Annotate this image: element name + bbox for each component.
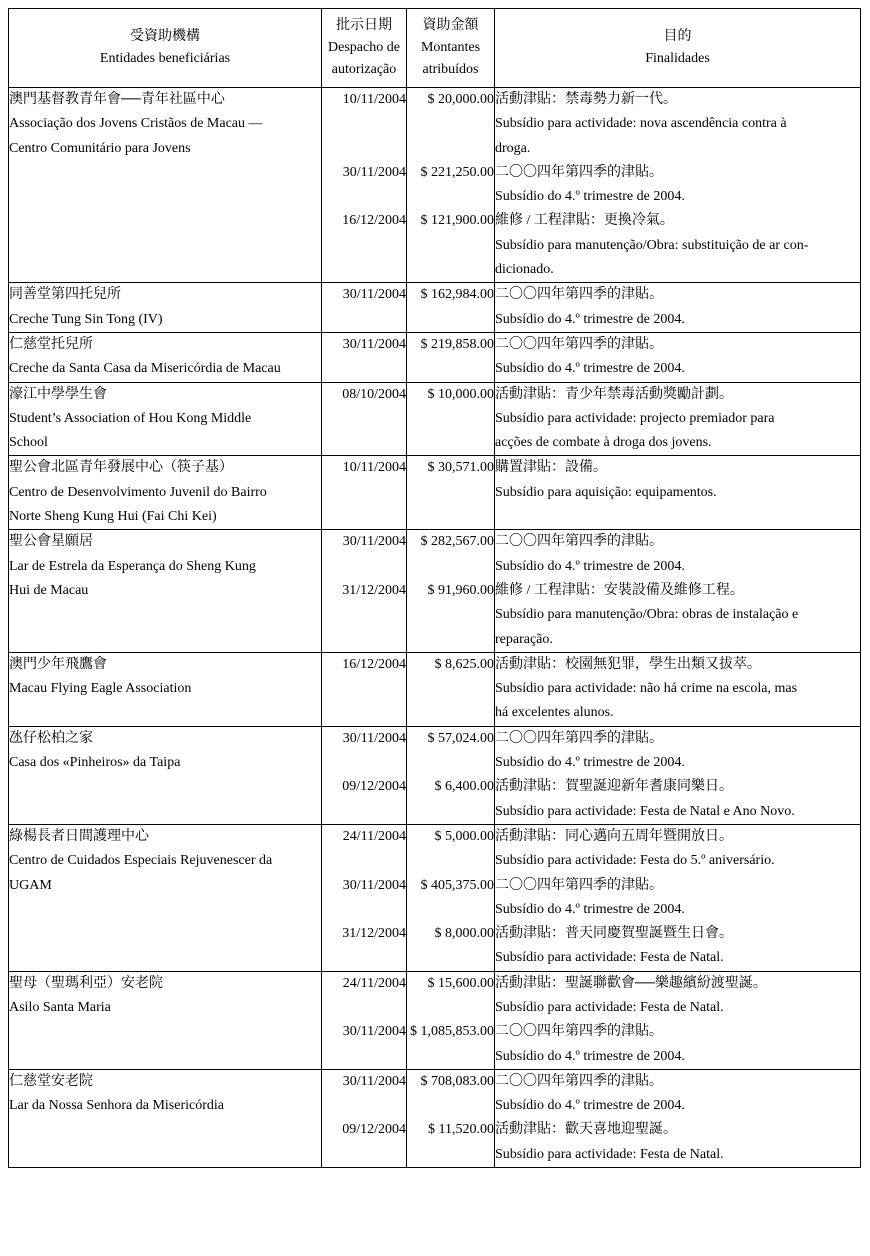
amount-spacer [407, 946, 494, 970]
date-cell [322, 1069, 407, 1167]
grant-amount: $ 8,000.00 [434, 926, 494, 942]
entity-line: Macau Flying Eagle Association [9, 681, 192, 697]
header-date [322, 9, 407, 88]
entity-line: 澳門基督教青年會──青年社區中心 [9, 92, 225, 107]
purpose-line: Subsídio para actividade: Festa do 5.º aniversário. [495, 853, 775, 869]
purpose-line: Subsídio para manutenção/Obra: obras de instalação e [495, 607, 799, 623]
grant-date: 30/11/2004 [342, 877, 406, 893]
amount-cell [407, 456, 495, 530]
grant-date: 16/12/2004 [342, 656, 406, 672]
amount-spacer [407, 800, 494, 824]
entity-cell [9, 824, 322, 971]
entity-cell [9, 382, 322, 456]
amount-cell [407, 88, 495, 283]
date-spacer [322, 898, 406, 922]
date-spacer [322, 1045, 406, 1069]
entity-cell [9, 726, 322, 824]
purpose-cell [495, 824, 861, 971]
amount-spacer [407, 996, 494, 1020]
entity-cell [9, 652, 322, 726]
amount-spacer [407, 628, 494, 652]
amount-spacer [407, 185, 494, 209]
entity-cell [9, 971, 322, 1069]
header-entity [9, 9, 322, 88]
purpose-line: Subsídio para actividade: nova ascendência contra à [495, 116, 787, 132]
table-row [9, 332, 861, 382]
entity-line: UGAM [9, 877, 52, 893]
purpose-line: 活動津貼：聖誕聯歡會──樂趣繽紛渡聖誕。 [495, 975, 767, 991]
date-spacer [322, 849, 406, 873]
amount-spacer [407, 555, 494, 579]
amount-spacer [407, 481, 494, 505]
purpose-line: Subsídio para actividade: projecto premiador para [495, 410, 775, 426]
entity-line: 仁慈堂托兒所 [9, 336, 93, 352]
grant-amount: $ 6,400.00 [434, 779, 494, 795]
purpose-line: Subsídio do 4.º trimestre de 2004. [495, 361, 685, 377]
purpose-line: 活動津貼：校園無犯罪，學生出類又拔萃。 [495, 656, 761, 672]
entity-line: Associação dos Jovens Cristãos de Macau — [9, 116, 263, 132]
amount-cell [407, 382, 495, 456]
grant-date: 30/11/2004 [342, 1024, 406, 1040]
table-row [9, 1069, 861, 1167]
entity-line: Lar da Nossa Senhora da Misericórdia [9, 1098, 224, 1114]
table-row [9, 530, 861, 652]
grant-amount: $ 162,984.00 [420, 287, 494, 303]
grant-amount: $ 91,960.00 [427, 582, 494, 598]
date-cell [322, 652, 407, 726]
date-spacer [322, 308, 406, 332]
entity-line: 仁慈堂安老院 [9, 1073, 93, 1089]
entity-line: 濠江中學學生會 [9, 386, 107, 402]
grant-date: 31/12/2004 [342, 926, 406, 942]
entity-line: 聖公會北區青年發展中心（筷子基） [9, 460, 233, 476]
entity-line: 澳門少年飛鷹會 [9, 656, 107, 672]
grant-amount: $ 10,000.00 [427, 386, 494, 402]
amount-cell [407, 332, 495, 382]
purpose-line: 維修 / 工程津貼：更換冷氣。 [495, 213, 674, 229]
amount-spacer [407, 112, 494, 136]
grant-date: 10/11/2004 [342, 92, 406, 107]
date-spacer [322, 137, 406, 161]
grant-amount: $ 219,858.00 [420, 336, 494, 352]
purpose-line: Subsídio do 4.º trimestre de 2004. [495, 1098, 685, 1114]
purpose-line: acções de combate à droga dos jovens. [495, 435, 712, 451]
entity-line: Student’s Association of Hou Kong Middle [9, 410, 252, 426]
amount-spacer [407, 431, 494, 455]
purpose-line: Subsídio do 4.º trimestre de 2004. [495, 1048, 685, 1064]
entity-cell [9, 88, 322, 283]
amount-cell [407, 971, 495, 1069]
date-spacer [322, 946, 406, 970]
purpose-line: 活動津貼：賀聖誕迎新年耆康同樂日。 [495, 779, 733, 795]
grant-date: 09/12/2004 [342, 779, 406, 795]
entity-cell [9, 332, 322, 382]
purpose-line: droga. [495, 140, 531, 156]
grant-date: 10/11/2004 [342, 460, 406, 476]
purpose-line: dicionado. [495, 262, 554, 278]
entity-line: 綠楊長者日間護理中心 [9, 828, 149, 844]
amount-spacer [407, 357, 494, 381]
entity-line: 同善堂第四托兒所 [9, 287, 121, 303]
amount-spacer [407, 234, 494, 258]
entity-cell [9, 456, 322, 530]
date-spacer [322, 555, 406, 579]
entity-line: Casa dos «Pinheiros» da Taipa [9, 755, 181, 771]
purpose-line: reparação. [495, 631, 553, 647]
date-cell [322, 283, 407, 333]
purpose-line: Subsídio para actividade: não há crime na escola, mas [495, 681, 798, 697]
purpose-line: há excelentes alunos. [495, 705, 614, 721]
grant-date: 24/11/2004 [342, 828, 406, 844]
grant-amount: $ 708,083.00 [420, 1073, 494, 1089]
grant-date: 24/11/2004 [342, 975, 406, 991]
purpose-line: 購置津貼：設備。 [495, 460, 607, 476]
entity-cell [9, 283, 322, 333]
header-date-pt1: Despacho de [328, 40, 400, 55]
table-row [9, 456, 861, 530]
grant-date: 30/11/2004 [342, 287, 406, 303]
entity-cell [9, 530, 322, 652]
grant-amount: $ 57,024.00 [427, 730, 494, 746]
header-purpose-zh: 目的 [663, 29, 692, 44]
purpose-cell [495, 530, 861, 652]
grant-amount: $ 121,900.00 [420, 213, 494, 229]
grant-date: 08/10/2004 [342, 386, 406, 402]
date-spacer [322, 603, 406, 627]
grant-date: 30/11/2004 [342, 1073, 406, 1089]
purpose-line: Subsídio do 4.º trimestre de 2004. [495, 755, 685, 771]
header-entity-zh: 受資助機構 [130, 29, 200, 44]
grant-date: 30/11/2004 [342, 534, 406, 550]
purpose-line: 活動津貼：禁毒勢力新一代。 [495, 92, 677, 107]
entity-cell [9, 1069, 322, 1167]
date-cell [322, 332, 407, 382]
grant-date: 30/11/2004 [342, 164, 406, 180]
amount-cell [407, 726, 495, 824]
purpose-line: 二〇〇四年第四季的津貼。 [495, 877, 663, 893]
purpose-line: 二〇〇四年第四季的津貼。 [495, 534, 663, 550]
date-spacer [322, 701, 406, 725]
purpose-line: Subsídio para manutenção/Obra: substituição de ar con- [495, 237, 809, 253]
table-row [9, 824, 861, 971]
purpose-line: Subsídio para actividade: Festa de Natal. [495, 950, 724, 966]
amount-cell [407, 283, 495, 333]
date-spacer [322, 800, 406, 824]
entity-line: Creche Tung Sin Tong (IV) [9, 311, 163, 327]
header-date-pt2: autorização [331, 62, 397, 77]
date-spacer [322, 258, 406, 282]
date-spacer [322, 357, 406, 381]
date-cell [322, 530, 407, 652]
entity-line: Hui de Macau [9, 582, 89, 598]
entity-line: Creche da Santa Casa da Misericórdia de Macau [9, 361, 281, 377]
purpose-line: 活動津貼：同心邁向五周年暨開放日。 [495, 828, 733, 844]
date-spacer [322, 996, 406, 1020]
entity-line: Centro de Cuidados Especiais Rejuvenescer da [9, 853, 273, 869]
date-cell [322, 382, 407, 456]
entity-line: Centro Comunitário para Jovens [9, 140, 191, 156]
purpose-cell [495, 382, 861, 456]
purpose-line: 二〇〇四年第四季的津貼。 [495, 730, 663, 746]
purpose-cell [495, 283, 861, 333]
amount-cell [407, 824, 495, 971]
date-cell [322, 88, 407, 283]
amount-spacer [407, 137, 494, 161]
amount-spacer [407, 308, 494, 332]
date-spacer [322, 751, 406, 775]
purpose-cell [495, 652, 861, 726]
purpose-line: 二〇〇四年第四季的津貼。 [495, 287, 663, 303]
amount-spacer [407, 1094, 494, 1118]
header-date-zh: 批示日期 [336, 18, 392, 33]
amount-cell [407, 530, 495, 652]
entity-line: School [9, 435, 48, 451]
grant-date: 30/11/2004 [342, 730, 406, 746]
amount-spacer [407, 258, 494, 282]
purpose-line: Subsídio para actividade: Festa de Natal. [495, 999, 724, 1015]
table-row [9, 283, 861, 333]
date-spacer [322, 677, 406, 701]
purpose-cell [495, 88, 861, 283]
grant-amount: $ 282,567.00 [420, 534, 494, 550]
grant-amount: $ 30,571.00 [427, 460, 494, 476]
entity-line: 聖公會星願居 [9, 534, 93, 550]
date-spacer [322, 1143, 406, 1167]
purpose-cell [495, 332, 861, 382]
date-cell [322, 824, 407, 971]
purpose-line: Subsídio para actividade: Festa de Natal e Ano Novo. [495, 803, 795, 819]
purpose-cell [495, 971, 861, 1069]
grant-date: 09/12/2004 [342, 1122, 406, 1138]
grant-amount: $ 20,000.00 [427, 92, 494, 107]
amount-spacer [407, 751, 494, 775]
purpose-cell [495, 456, 861, 530]
entity-line: Lar de Estrela da Esperança do Sheng Kung [9, 558, 256, 574]
amount-spacer [407, 677, 494, 701]
purpose-line: 二〇〇四年第四季的津貼。 [495, 164, 663, 180]
table-row [9, 88, 861, 283]
header-purpose [495, 9, 861, 88]
purpose-line: Subsídio para actividade: Festa de Natal. [495, 1146, 724, 1162]
table-header-row [9, 9, 861, 88]
subsidy-table [8, 8, 861, 1168]
purpose-line: Subsídio do 4.º trimestre de 2004. [495, 311, 685, 327]
purpose-line: 二〇〇四年第四季的津貼。 [495, 1073, 663, 1089]
grant-amount: $ 5,000.00 [434, 828, 494, 844]
grant-amount: $ 1,085,853.00 [410, 1024, 494, 1040]
date-spacer [322, 407, 406, 431]
amount-spacer [407, 1045, 494, 1069]
purpose-line: 二〇〇四年第四季的津貼。 [495, 1024, 663, 1040]
date-spacer [322, 431, 406, 455]
grant-date: 31/12/2004 [342, 582, 406, 598]
date-cell [322, 971, 407, 1069]
date-cell [322, 456, 407, 530]
purpose-cell [495, 1069, 861, 1167]
purpose-line: Subsídio do 4.º trimestre de 2004. [495, 901, 685, 917]
purpose-line: 活動津貼：青少年禁毒活動獎勵計劃。 [495, 386, 733, 402]
grant-date: 30/11/2004 [342, 336, 406, 352]
date-spacer [322, 112, 406, 136]
table-row [9, 726, 861, 824]
grant-amount: $ 405,375.00 [420, 877, 494, 893]
amount-spacer [407, 849, 494, 873]
purpose-line: Subsídio do 4.º trimestre de 2004. [495, 189, 685, 205]
purpose-cell [495, 726, 861, 824]
table-row [9, 971, 861, 1069]
purpose-line: 維修 / 工程津貼：安裝設備及維修工程。 [495, 582, 744, 598]
header-amount-pt2: atribuídos [422, 62, 479, 77]
date-spacer [322, 1094, 406, 1118]
date-spacer [322, 628, 406, 652]
table-body [9, 88, 861, 1168]
grant-amount: $ 15,600.00 [427, 975, 494, 991]
table-row [9, 652, 861, 726]
header-amount-zh: 資助金額 [422, 18, 479, 33]
entity-line: Asilo Santa Maria [9, 999, 111, 1015]
purpose-line: Subsídio para aquisição: equipamentos. [495, 484, 717, 500]
header-entity-pt: Entidades beneficiárias [99, 51, 231, 66]
header-amount-pt1: Montantes [420, 40, 481, 55]
amount-cell [407, 1069, 495, 1167]
grant-amount: $ 221,250.00 [420, 164, 494, 180]
entity-line: Norte Sheng Kung Hui (Fai Chi Kei) [9, 509, 217, 525]
date-cell [322, 726, 407, 824]
header-purpose-pt: Finalidades [645, 51, 710, 66]
entity-line: 氹仔松柏之家 [9, 730, 93, 746]
purpose-line: 活動津貼：歡天喜地迎聖誕。 [495, 1122, 677, 1138]
header-amount [407, 9, 495, 88]
purpose-line: 活動津貼：普天同慶賀聖誕暨生日會。 [495, 926, 733, 942]
date-spacer [322, 481, 406, 505]
purpose-line: Subsídio do 4.º trimestre de 2004. [495, 558, 685, 574]
amount-cell [407, 652, 495, 726]
grant-amount: $ 8,625.00 [434, 656, 494, 672]
grant-amount: $ 11,520.00 [428, 1122, 494, 1138]
amount-spacer [407, 603, 494, 627]
date-spacer [322, 185, 406, 209]
amount-spacer [407, 407, 494, 431]
amount-spacer [407, 898, 494, 922]
amount-spacer [407, 1143, 494, 1167]
entity-line: 聖母（聖瑪利亞）安老院 [9, 975, 163, 991]
grant-date: 16/12/2004 [342, 213, 406, 229]
entity-line: Centro de Desenvolvimento Juvenil do Bairro [9, 484, 267, 500]
table-row [9, 382, 861, 456]
amount-spacer [407, 701, 494, 725]
date-spacer [322, 234, 406, 258]
purpose-line: 二〇〇四年第四季的津貼。 [495, 336, 663, 352]
